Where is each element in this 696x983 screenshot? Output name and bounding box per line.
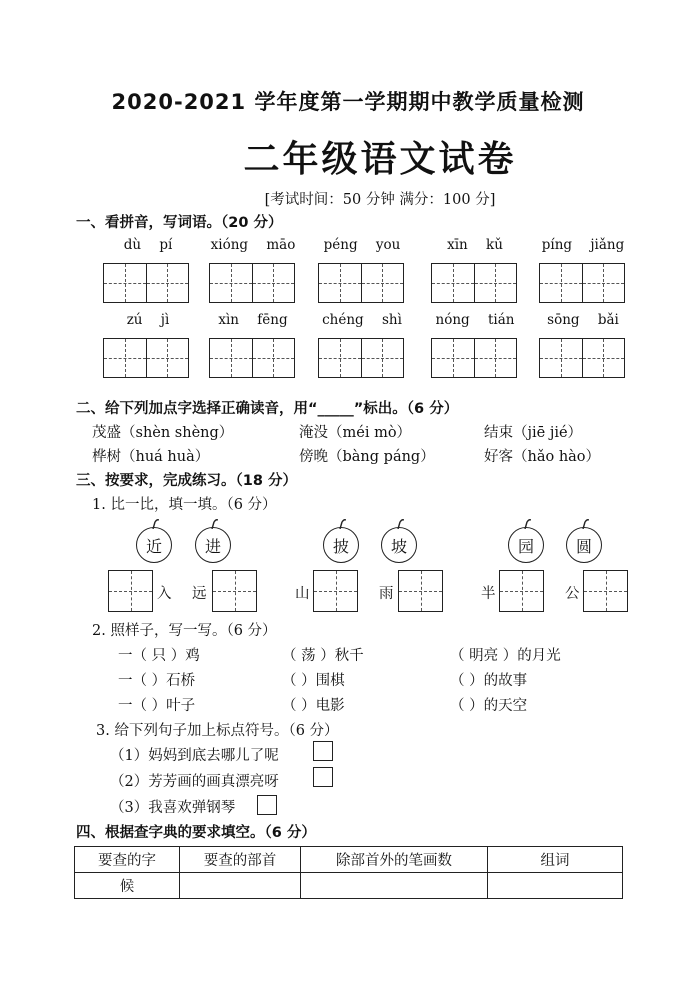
pinyin-label: píng jiǎng [541, 237, 625, 253]
pinyin-label: nóng tián [435, 312, 515, 328]
answer-box[interactable] [398, 570, 443, 612]
column-header: 除部首外的笔画数 [301, 847, 488, 873]
apple-char-text: 圆 [575, 536, 592, 556]
reading-choice-item[interactable]: 好客（hǎo hào） [484, 449, 601, 465]
answer-box[interactable] [108, 570, 153, 612]
fill-blank-item[interactable]: （ ）电影 [282, 698, 345, 714]
punctuation-box[interactable] [313, 767, 333, 787]
pinyin-label: xīn kǔ [447, 237, 503, 253]
apple-stem-icon [396, 519, 404, 529]
exam-subject-title: 二年级语文试卷 [243, 139, 517, 180]
fill-blank-item[interactable]: （ 荡 ）秋千 [282, 648, 364, 664]
table-cell-input[interactable] [301, 873, 488, 899]
apple-char-text: 披 [332, 536, 349, 556]
table-row [75, 873, 623, 899]
writing-grid[interactable] [209, 263, 295, 303]
apple-char-text: 园 [517, 536, 534, 556]
q3-heading: 3. 给下列句子加上标点符号。（6 分） [96, 723, 339, 739]
column-header: 要查的字 [75, 847, 180, 873]
exam-header-title: 2020-2021 学年度第一学期期中教学质量检测 [111, 90, 585, 114]
apple-char [136, 527, 172, 563]
pinyin-label: sōng bǎi [547, 312, 619, 328]
pinyin-label: zú jì [126, 312, 170, 328]
table-cell: 候 [75, 873, 180, 899]
apple-stem-icon [338, 519, 346, 529]
fill-blank-item[interactable]: 一（ 只 ）鸡 [118, 648, 200, 664]
punctuation-sentence: （2）芳芳画的画真漂亮呀 [110, 774, 279, 790]
exam-info: [考试时间：50 分钟 满分：100 分] [264, 192, 496, 208]
q2-heading: 2. 照样子，写一写。（6 分） [92, 623, 277, 639]
fill-blank-item[interactable]: （ ）围棋 [282, 673, 345, 689]
section-2-heading: 二、给下列加点字选择正确读音，用“_____”标出。（6 分） [76, 401, 459, 417]
q1-heading: 1. 比一比，填一填。（6 分） [92, 497, 277, 513]
writing-grid[interactable] [103, 263, 189, 303]
apple-stem-icon [210, 519, 218, 529]
apple-char-text: 坡 [390, 536, 407, 556]
section-4-heading: 四、根据查字典的要求填空。（6 分） [76, 825, 316, 841]
word-hint: 半 [481, 586, 496, 602]
punctuation-box[interactable] [257, 795, 277, 815]
fill-blank-item[interactable]: （ 明亮 ）的月光 [450, 648, 561, 664]
writing-grid[interactable] [431, 338, 517, 378]
writing-grid[interactable] [539, 263, 625, 303]
apple-char-text: 进 [204, 536, 221, 556]
writing-grid[interactable] [318, 263, 404, 303]
apple-char [323, 527, 359, 563]
word-hint: 山 [295, 586, 310, 602]
writing-grid[interactable] [318, 338, 404, 378]
reading-choice-item[interactable]: 傍晚（bàng páng） [299, 449, 435, 465]
apple-char [381, 527, 417, 563]
column-header: 要查的部首 [180, 847, 301, 873]
writing-grid[interactable] [431, 263, 517, 303]
word-hint: 远 [192, 586, 207, 602]
dictionary-table [74, 846, 623, 899]
writing-grid[interactable] [103, 338, 189, 378]
punctuation-sentence: （1）妈妈到底去哪儿了呢 [110, 748, 279, 764]
apple-stem-icon [151, 519, 159, 529]
pinyin-label: dù pí [123, 237, 173, 253]
table-cell-input[interactable] [488, 873, 623, 899]
fill-blank-item[interactable]: （ ）的故事 [450, 673, 528, 689]
punctuation-box[interactable] [313, 741, 333, 761]
pinyin-label: xióng māo [210, 237, 296, 253]
answer-box[interactable] [499, 570, 544, 612]
punctuation-sentence: （3）我喜欢弹钢琴 [110, 800, 236, 816]
apple-char-text: 近 [145, 536, 162, 556]
apple-char [195, 527, 231, 563]
writing-grid[interactable] [209, 338, 295, 378]
word-hint: 公 [565, 586, 580, 602]
answer-box[interactable] [313, 570, 358, 612]
writing-grid[interactable] [539, 338, 625, 378]
fill-blank-item[interactable]: 一（ ）石桥 [118, 673, 196, 689]
section-3-heading: 三、按要求，完成练习。（18 分） [76, 473, 297, 489]
column-header: 组词 [488, 847, 623, 873]
section-1-heading: 一、看拼音，写词语。（20 分） [76, 215, 283, 231]
reading-choice-item[interactable]: 茂盛（shèn shèng） [92, 425, 234, 441]
word-hint: 入 [157, 586, 172, 602]
reading-choice-item[interactable]: 桦树（huá huà） [92, 449, 210, 465]
word-hint: 雨 [379, 586, 394, 602]
pinyin-label: chéng shì [322, 312, 402, 328]
answer-box[interactable] [212, 570, 257, 612]
fill-blank-item[interactable]: （ ）的天空 [450, 698, 528, 714]
reading-choice-item[interactable]: 结束（jiē jié） [484, 425, 583, 441]
fill-blank-item[interactable]: 一（ ）叶子 [118, 698, 196, 714]
table-header-row [75, 847, 623, 873]
answer-box[interactable] [583, 570, 628, 612]
table-cell-input[interactable] [180, 873, 301, 899]
apple-char [566, 527, 602, 563]
apple-stem-icon [581, 519, 589, 529]
apple-stem-icon [523, 519, 531, 529]
pinyin-label: péng you [323, 237, 401, 253]
reading-choice-item[interactable]: 淹没（méi mò） [299, 425, 412, 441]
pinyin-label: xìn fēng [218, 312, 288, 328]
apple-char [508, 527, 544, 563]
